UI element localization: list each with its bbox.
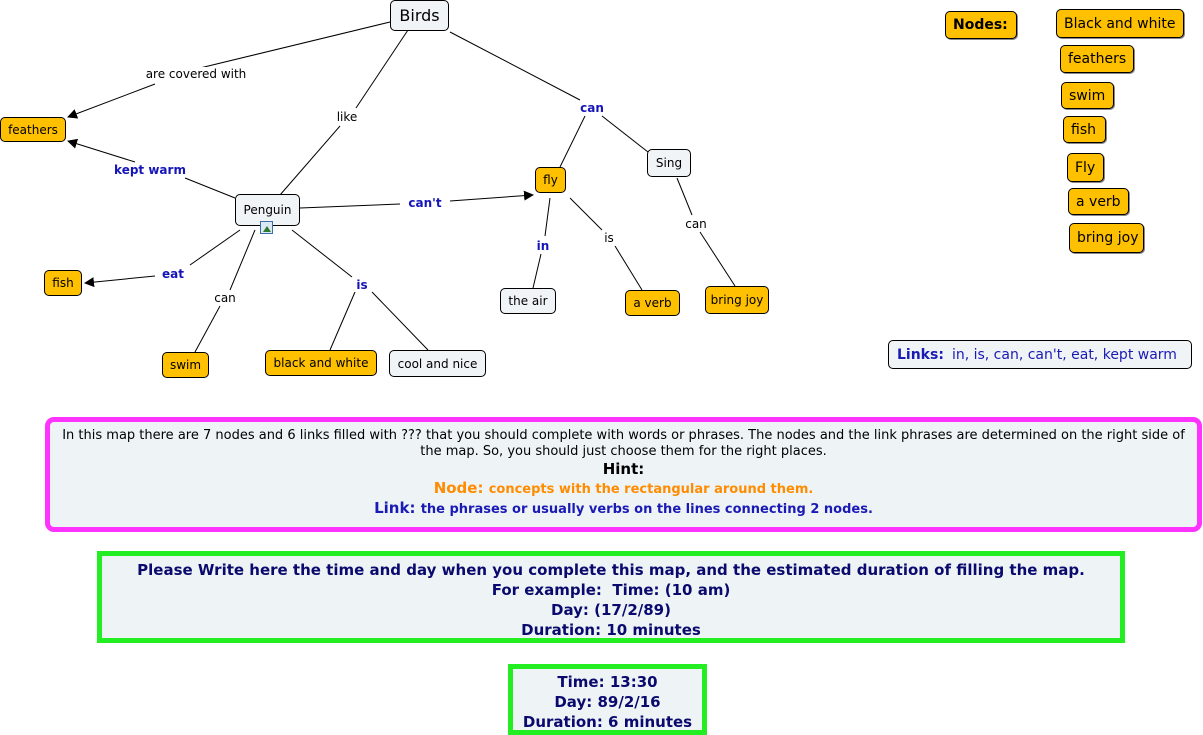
legend-node-2[interactable]: feathers [1060, 45, 1134, 73]
edge-penguin-keptwarm [185, 178, 235, 198]
edge-eat-fish [85, 276, 155, 283]
edge-fly-in [545, 198, 550, 236]
hint-link: Link: the phrases or usually verbs on the lines connecting 2 nodes. [374, 499, 873, 517]
legend-links-list: in, is, can, can't, eat, kept warm [951, 346, 1177, 363]
answer-time: Time: 13:30 [557, 673, 658, 691]
legend-links[interactable] [888, 340, 1192, 369]
link-cant[interactable]: can't [408, 196, 442, 210]
node-a-verb[interactable]: a verb [625, 290, 680, 316]
edge-is-cool [372, 292, 428, 350]
node-bring-joy[interactable]: bring joy [705, 286, 769, 314]
node-fish[interactable]: fish [44, 270, 82, 296]
link-in[interactable]: in [536, 239, 550, 253]
write-line-1: Please Write here the time and day when you complete this map, and the estimated duration of filling the map. [137, 561, 1085, 579]
answer-box[interactable] [508, 664, 707, 735]
edge-covered-feathers [68, 84, 155, 117]
answer-day: Day: 89/2/16 [554, 693, 661, 711]
edge-birds-can [450, 32, 580, 100]
legend-node-4[interactable]: fish [1063, 116, 1106, 143]
edge-penguin-cant [300, 204, 400, 208]
instructions-box [45, 417, 1202, 532]
edge-fly-is [570, 198, 602, 230]
hint-node: Node: concepts with the rectangular around them. [433, 479, 814, 497]
legend-node-6[interactable]: a verb [1068, 188, 1129, 215]
edge-like-penguin [280, 126, 340, 195]
instructions-text: In this map there are 7 nodes and 6 links filled with ??? that you should complete with words or phrases. The nodes and the link phrases are determined on the right side of the map. So, you should just choose them for the right places. [62, 428, 1185, 459]
edge-can-sing [602, 116, 648, 152]
legend-links-title: Links: [897, 346, 944, 363]
node-birds[interactable]: Birds [390, 0, 449, 31]
answer-duration: Duration: 6 minutes [522, 713, 693, 731]
node-fly[interactable]: fly [535, 167, 566, 193]
node-feathers[interactable]: feathers [0, 117, 66, 142]
image-attachment-icon[interactable] [260, 221, 273, 234]
edge-in-air [533, 254, 541, 288]
node-cool-and-nice[interactable]: cool and nice [389, 350, 486, 377]
edge-penguin-can [230, 230, 255, 290]
link-can-penguin[interactable]: can [214, 291, 236, 305]
write-instructions-box [97, 551, 1125, 643]
node-swim[interactable]: swim [162, 352, 209, 378]
edge-birds-like [356, 30, 408, 108]
link-kept-warm[interactable]: kept warm [114, 163, 186, 177]
edge-penguin-eat [190, 230, 240, 265]
edge-can-joy [700, 232, 735, 286]
node-penguin[interactable]: Penguin [235, 194, 300, 226]
edge-can-fly [560, 116, 585, 167]
link-can-birds[interactable]: can [580, 101, 604, 115]
link-eat[interactable]: eat [162, 267, 184, 281]
node-sing[interactable]: Sing [647, 149, 691, 177]
edge-can-swim [195, 306, 220, 352]
legend-node-1[interactable]: Black and white [1056, 9, 1184, 38]
edge-sing-can [677, 178, 692, 215]
legend-node-7[interactable]: bring joy [1069, 223, 1144, 253]
link-like[interactable]: like [336, 110, 358, 124]
edge-cant-fly [450, 195, 533, 201]
edge-is-verb [615, 246, 642, 290]
legend-node-5[interactable]: Fly [1067, 153, 1104, 182]
write-line-3: Day: (17/2/89) [551, 601, 671, 619]
edge-penguin-is [292, 230, 352, 277]
write-line-2: For example: Time: (10 am) [491, 581, 731, 599]
legend-node-3[interactable]: swim [1061, 82, 1114, 109]
legend-nodes-title: Nodes: [945, 11, 1017, 39]
node-the-air[interactable]: the air [500, 288, 556, 314]
edge-birds-covered [200, 22, 390, 68]
link-can-sing[interactable]: can [685, 217, 707, 231]
edge-is-bw [330, 292, 355, 350]
link-is-penguin[interactable]: is [356, 278, 368, 292]
edge-keptwarm-feathers [68, 141, 135, 162]
node-black-and-white[interactable]: black and white [265, 350, 377, 376]
hint-title: Hint: [602, 460, 645, 478]
write-line-4: Duration: 10 minutes [521, 621, 701, 639]
link-is-fly[interactable]: is [604, 231, 614, 245]
link-are-covered-with[interactable]: are covered with [145, 67, 247, 81]
